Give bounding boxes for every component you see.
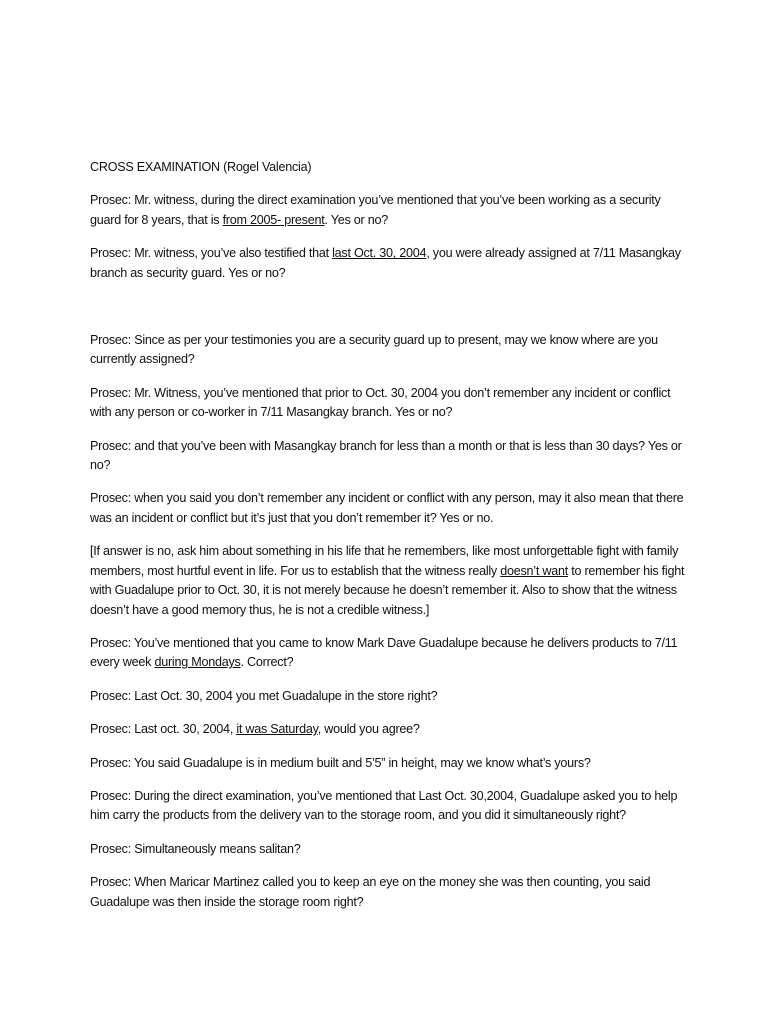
paragraph [90, 634, 690, 673]
document-page [90, 158, 690, 926]
paragraph-text: Prosec: Mr. witness, you’ve also testified that [90, 246, 333, 261]
paragraph-text: Prosec: Last oct. 30, 2004, [90, 722, 237, 737]
paragraph-text: Prosec: Since as per your testimonies you are a security guard up to present, may we know where are you currently assigned? [90, 333, 658, 367]
underlined-text: it was Saturday [236, 722, 318, 737]
underlined-text: doesn’t want [500, 563, 568, 578]
paragraph [90, 542, 690, 620]
paragraph-text: . Correct? [240, 655, 294, 670]
paragraph-text: . Yes or no? [324, 212, 388, 227]
paragraph-text: Prosec: when you said you don’t remember any incident or conflict with any person, may it also mean that there was an incident or conflict but it’s just that you don’t remember it? Yes or no. [90, 491, 684, 525]
paragraph-text: Prosec: When Maricar Martinez called you to keep an eye on the money she was then counting, you said Guadalupe was then inside the storage room right? [90, 875, 651, 909]
paragraph [90, 384, 690, 423]
paragraph-text: [If answer is no, ask him about something in his life that he remembers, like most unforgettable fight with family members, most hurtful event in life. For us to establish that the witness really [90, 544, 679, 578]
paragraph [90, 244, 690, 283]
paragraph-text: Prosec: Mr. witness, during the direct examination you’ve mentioned that you’ve been working as a security guard for 8 years, that is [90, 193, 661, 227]
paragraph-text: Prosec: Last Oct. 30, 2004 you met Guadalupe in the store right? [90, 688, 438, 703]
paragraph [90, 687, 690, 706]
paragraph [90, 787, 690, 826]
underlined-text: last Oct. 30, 2004 [332, 246, 427, 261]
paragraph-text: Prosec: Simultaneously means salitan? [90, 841, 301, 856]
paragraph-text: to remember his fight with Guadalupe prior to Oct. 30, it is not merely because he doesn’t remember it. Also to show that the witness doesn’t have a good memory thus, he is not a credible witness.] [90, 563, 685, 617]
paragraph-text: , you were already assigned at 7/11 Masangkay branch as security guard. Yes or no? [90, 246, 681, 280]
document-title: CROSS EXAMINATION (Rogel Valencia) [90, 160, 312, 174]
paragraph-text: Prosec: You said Guadalupe is in medium built and 5’5” in height, may we know what’s yours? [90, 755, 591, 770]
paragraph-text: Prosec: During the direct examination, you’ve mentioned that Last Oct. 30,2004, Guadalupe asked you to help him carry the products from the delivery van to the storage room, and you did it simultaneously right? [90, 788, 678, 823]
paragraph [90, 754, 690, 773]
paragraph [90, 873, 690, 912]
paragraph-text: Prosec: You’ve mentioned that you came to know Mark Dave Guadalupe because he delivers products to 7/11 every week [90, 635, 678, 670]
paragraph-list [90, 191, 690, 912]
paragraph [90, 191, 690, 230]
paragraph [90, 331, 690, 370]
paragraph [90, 437, 690, 476]
paragraph-text: , would you agree? [317, 722, 420, 737]
paragraph [90, 720, 690, 739]
paragraph [90, 489, 690, 528]
paragraph-text: Prosec: and that you’ve been with Masangkay branch for less than a month or that is less than 30 days? Yes or no? [90, 438, 682, 473]
paragraph-text: Prosec: Mr. Witness, you’ve mentioned that prior to Oct. 30, 2004 you don’t remember any incident or conflict with any person or co-worker in 7/11 Masangkay branch. Yes or no? [90, 385, 671, 420]
paragraph [90, 840, 690, 859]
underlined-text: from 2005- present [222, 212, 325, 227]
underlined-text: during Mondays [154, 655, 241, 670]
